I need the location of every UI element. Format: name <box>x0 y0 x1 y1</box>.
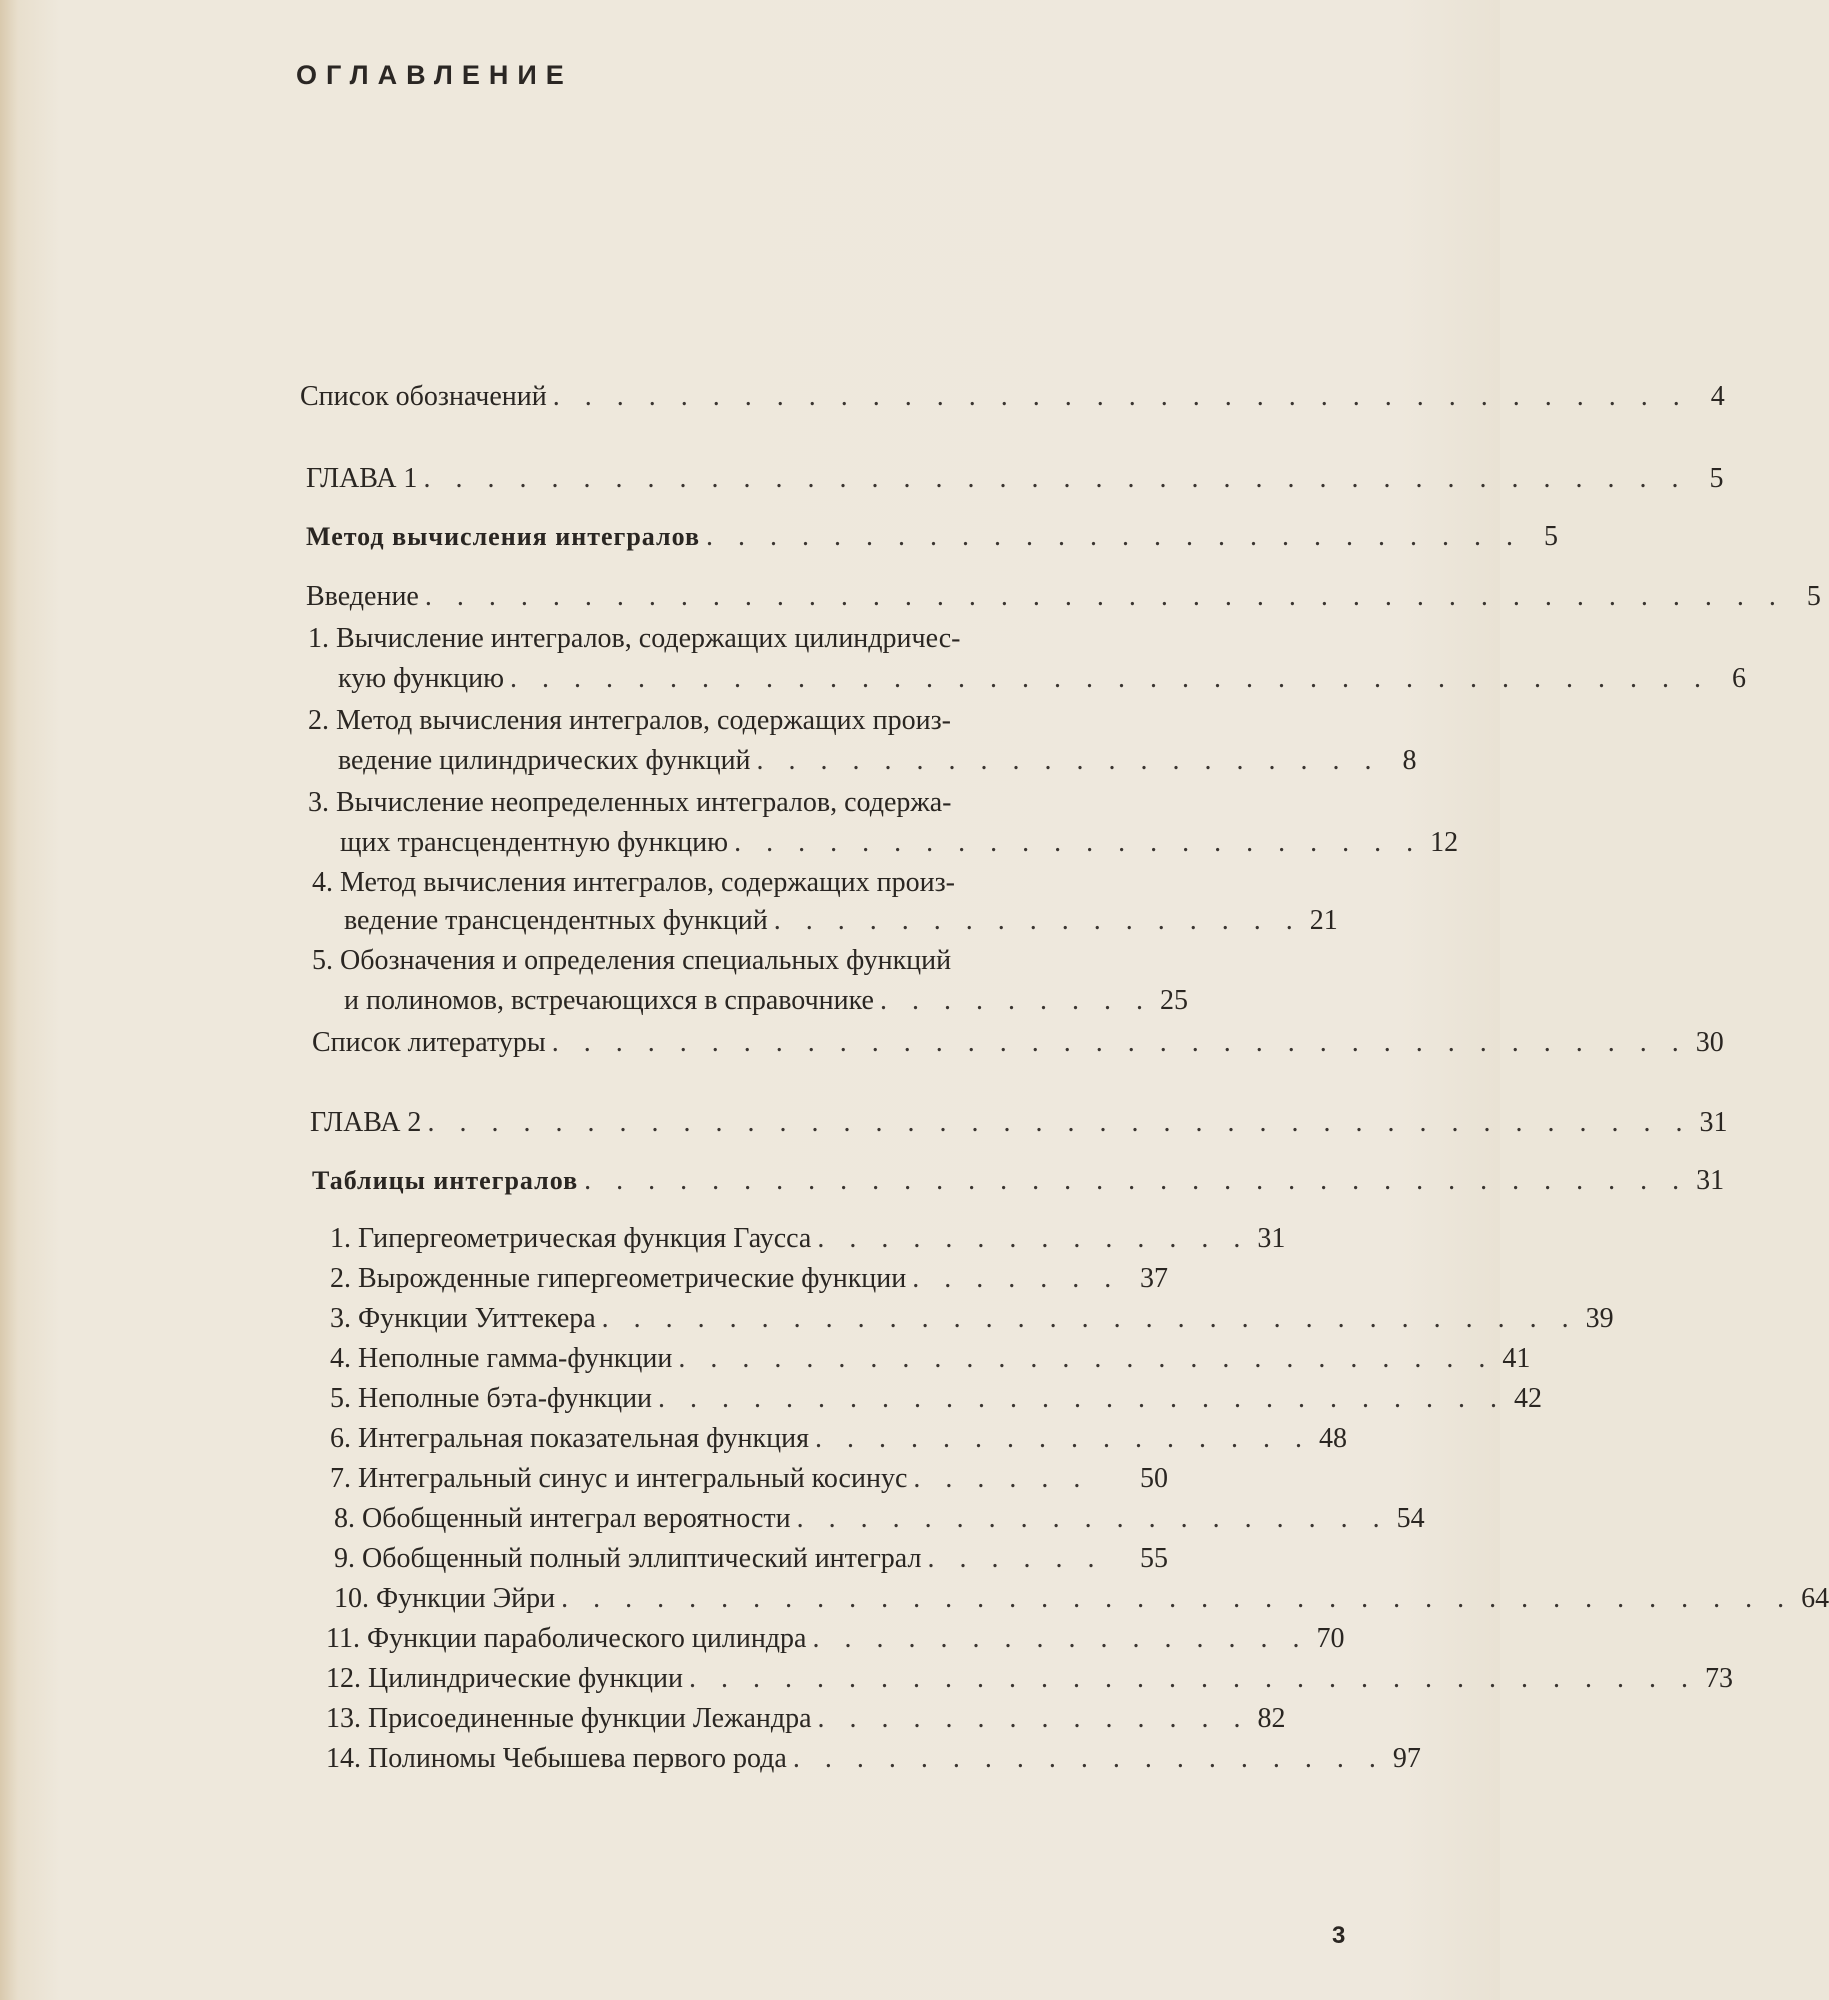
entry-title: кую функцию <box>338 663 505 694</box>
entry-title: Метод вычисления интегралов <box>306 522 700 551</box>
toc-entry-intro[interactable] <box>306 580 1821 614</box>
leader-dots: . . . . . . . . . . . . . . . . . . . . . . . . . . <box>706 521 1522 552</box>
entry-title: и полиномов, встречающихся в справочнике <box>344 985 874 1016</box>
entry-title: Список литературы <box>312 1027 546 1058</box>
leader-dots: . . . . . . . . . . . . . . . . . . . . . . . . . . . . . . . . . . . <box>584 1165 1689 1196</box>
toc-entry-s3[interactable] <box>340 826 1459 860</box>
page-number: 4 <box>1710 381 1725 412</box>
entry-title: ГЛАВА 2 <box>310 1107 422 1138</box>
entry-title: 3. Функции Уиттекера <box>330 1303 596 1334</box>
entry-title: щих трансцендентную функцию <box>340 827 729 858</box>
leader-dots: . . . . . . . . . . . . . . . . . . . . . . . . . . . . . . . . . . . . . . <box>510 663 1711 694</box>
page-number: 41 <box>1502 1343 1531 1374</box>
toc-table-11[interactable] <box>326 1622 1345 1656</box>
toc-entry-s5-line1: 5. Обозначения и определения специальных функций <box>312 945 952 976</box>
entry-title: 11. Функции параболического цилиндра <box>326 1623 807 1654</box>
leader-dots: . . . . . . . . . . . . . . . . . . . . . . . . . . . . . . . . . . . . <box>552 381 1689 412</box>
page-number: 48 <box>1319 1423 1347 1454</box>
entry-title: ведение цилиндрических функций <box>338 745 751 776</box>
toc-table-12[interactable] <box>326 1662 1734 1696</box>
toc-table-14[interactable] <box>326 1742 1421 1776</box>
page-number: 70 <box>1316 1623 1345 1654</box>
page-number: 55 <box>1140 1543 1168 1574</box>
leader-dots: . . . . . . . . . . . . . . . . . <box>773 905 1302 936</box>
page-folio: 3 <box>1332 1922 1346 1949</box>
entry-title: Введение <box>306 581 419 612</box>
toc-entry-s4-line1: 4. Метод вычисления интегралов, содержащих произ- <box>312 867 955 898</box>
toc-entry-s1-line1: 1. Вычисление интегралов, содержащих цилиндричес- <box>308 623 961 654</box>
page-number: 64 <box>1801 1583 1829 1614</box>
toc-heading: ОГЛАВЛЕНИЕ <box>296 60 573 90</box>
entry-title: Таблицы интегралов <box>312 1166 579 1195</box>
entry-title: ГЛАВА 1 <box>306 463 418 494</box>
leader-dots: . . . . . . . . . . . . . . . . . . . . <box>756 745 1381 776</box>
page-number: 12 <box>1430 827 1459 858</box>
toc-table-8[interactable] <box>334 1502 1425 1536</box>
entry-title: Список обозначений <box>300 381 547 412</box>
toc-table-9[interactable] <box>334 1542 1168 1576</box>
page-number: 82 <box>1257 1703 1286 1734</box>
toc-table-5[interactable] <box>330 1382 1543 1416</box>
toc-entry-chapter-2-title[interactable] <box>312 1164 1725 1198</box>
leader-dots: . . . . . . . . . . . . . . . . . . . . . . . . . . . . . . . . . . . . . . . . <box>423 463 1688 494</box>
leader-dots: . . . . . . . . . . . . . . . . . . . . . . . . . . . <box>658 1383 1507 1414</box>
entry-title: 5. Неполные бэта-функции <box>330 1383 653 1414</box>
leader-dots: . . . . . . . . . . . . . . . . . . . . . . . . . . . . . . . . . . . . . . . . . . . <box>424 581 1785 612</box>
toc-table-3[interactable] <box>330 1302 1614 1336</box>
toc-table-7[interactable] <box>330 1462 1168 1496</box>
page-number: 25 <box>1159 985 1188 1016</box>
leader-dots: . . . . . . . . . . . . . . . . <box>812 1623 1309 1654</box>
page-number: 8 <box>1402 745 1417 776</box>
toc-table-10[interactable] <box>334 1582 1829 1616</box>
leader-dots: . . . . . . . . . <box>879 985 1152 1016</box>
leader-dots: . . . . . . . . . . . . . . . . . . . <box>792 1743 1385 1774</box>
entry-title: 12. Цилиндрические функции <box>326 1663 684 1694</box>
toc-entry-s3-line1: 3. Вычисление неопределенных интегралов, содержа- <box>308 787 952 818</box>
page-number: 50 <box>1140 1463 1168 1494</box>
leader-dots: . . . . . . . . . . . . . . . . . . . . . . . . . . . . . . . . . . . . <box>551 1027 1688 1058</box>
leader-dots: . . . . . . . . . . . . . . . . . . . . . . . . . . . . . . . . . . . . . . . <box>561 1583 1794 1614</box>
toc-table-13[interactable] <box>326 1702 1286 1736</box>
page-number: 31 <box>1696 1165 1725 1196</box>
toc-entry-s2-line1: 2. Метод вычисления интегралов, содержащих произ- <box>308 705 951 736</box>
leader-dots: . . . . . . . . . . . . . . . . . . . . . . . . . . <box>678 1343 1495 1374</box>
page-number: 31 <box>1257 1223 1286 1254</box>
page-number: 42 <box>1514 1383 1543 1414</box>
page-number: 97 <box>1392 1743 1421 1774</box>
leader-dots: . . . . . . . . . . . . . . . . <box>815 1423 1311 1454</box>
toc-entry-references[interactable] <box>312 1026 1724 1060</box>
leader-dots: . . . . . . <box>913 1463 1090 1494</box>
page-number: 39 <box>1585 1303 1614 1334</box>
toc-table-6[interactable] <box>330 1422 1347 1456</box>
page-number: 37 <box>1140 1263 1168 1294</box>
page-number: 5 <box>1806 581 1821 612</box>
page-number: 31 <box>1699 1107 1728 1138</box>
leader-dots: . . . . . . . . . . . . . . . . . . . . . . . . . . . . . . . . <box>689 1663 1698 1694</box>
page-number: 54 <box>1396 1503 1425 1534</box>
leader-dots: . . . . . . . . . . . . . . . . . . . <box>796 1503 1389 1534</box>
entry-title: 10. Функции Эйри <box>334 1583 556 1614</box>
entry-title: 8. Обобщенный интеграл вероятности <box>334 1503 791 1534</box>
leader-dots: . . . . . . <box>927 1543 1104 1574</box>
leader-dots: . . . . . . . <box>912 1263 1121 1294</box>
leader-dots: . . . . . . . . . . . . . . <box>817 1703 1250 1734</box>
toc-entry-notation[interactable] <box>300 380 1725 414</box>
page-number: 30 <box>1695 1027 1724 1058</box>
page-number: 5 <box>1709 463 1724 494</box>
entry-title: 14. Полиномы Чебышева первого рода <box>326 1743 787 1774</box>
entry-title: 1. Гипергеометрическая функция Гаусса <box>330 1223 812 1254</box>
toc-entry-chapter-2[interactable] <box>310 1106 1728 1140</box>
leader-dots: . . . . . . . . . . . . . . . . . . . . . . . . . . . . . . . <box>601 1303 1578 1334</box>
page-number: 6 <box>1732 663 1747 694</box>
toc-entry-s4[interactable] <box>344 904 1338 938</box>
toc-entry-chapter-1[interactable] <box>306 462 1724 496</box>
leader-dots: . . . . . . . . . . . . . . . . . . . . . . . . . . . . . . . . . . . . . . . . <box>427 1107 1692 1138</box>
entry-title: 6. Интегральная показательная функция <box>330 1423 809 1454</box>
toc-entry-chapter-1-title[interactable] <box>306 520 1558 554</box>
toc-table-1[interactable] <box>330 1222 1286 1256</box>
leader-dots: . . . . . . . . . . . . . . . . . . . . . . <box>734 827 1423 858</box>
entry-title: 4. Неполные гамма-функции <box>330 1343 673 1374</box>
page-number: 73 <box>1705 1663 1734 1694</box>
entry-title: 13. Присоединенные функции Лежандра <box>326 1703 812 1734</box>
leader-dots: . . . . . . . . . . . . . . <box>817 1223 1250 1254</box>
entry-title: 2. Вырожденные гипергеометрические функции <box>330 1263 907 1294</box>
toc-table-2[interactable] <box>330 1262 1168 1296</box>
toc-entry-s5[interactable] <box>344 984 1188 1018</box>
entry-title: ведение трансцендентных функций <box>344 905 768 936</box>
toc-entry-s2[interactable] <box>338 744 1417 778</box>
toc-table-4[interactable] <box>330 1342 1531 1376</box>
toc-entry-s1[interactable] <box>338 662 1747 696</box>
page-number: 21 <box>1309 905 1338 936</box>
entry-title: 9. Обобщенный полный эллиптический интеграл <box>334 1543 922 1574</box>
entry-title: 7. Интегральный синус и интегральный косинус <box>330 1463 908 1494</box>
page-number: 5 <box>1544 521 1558 552</box>
